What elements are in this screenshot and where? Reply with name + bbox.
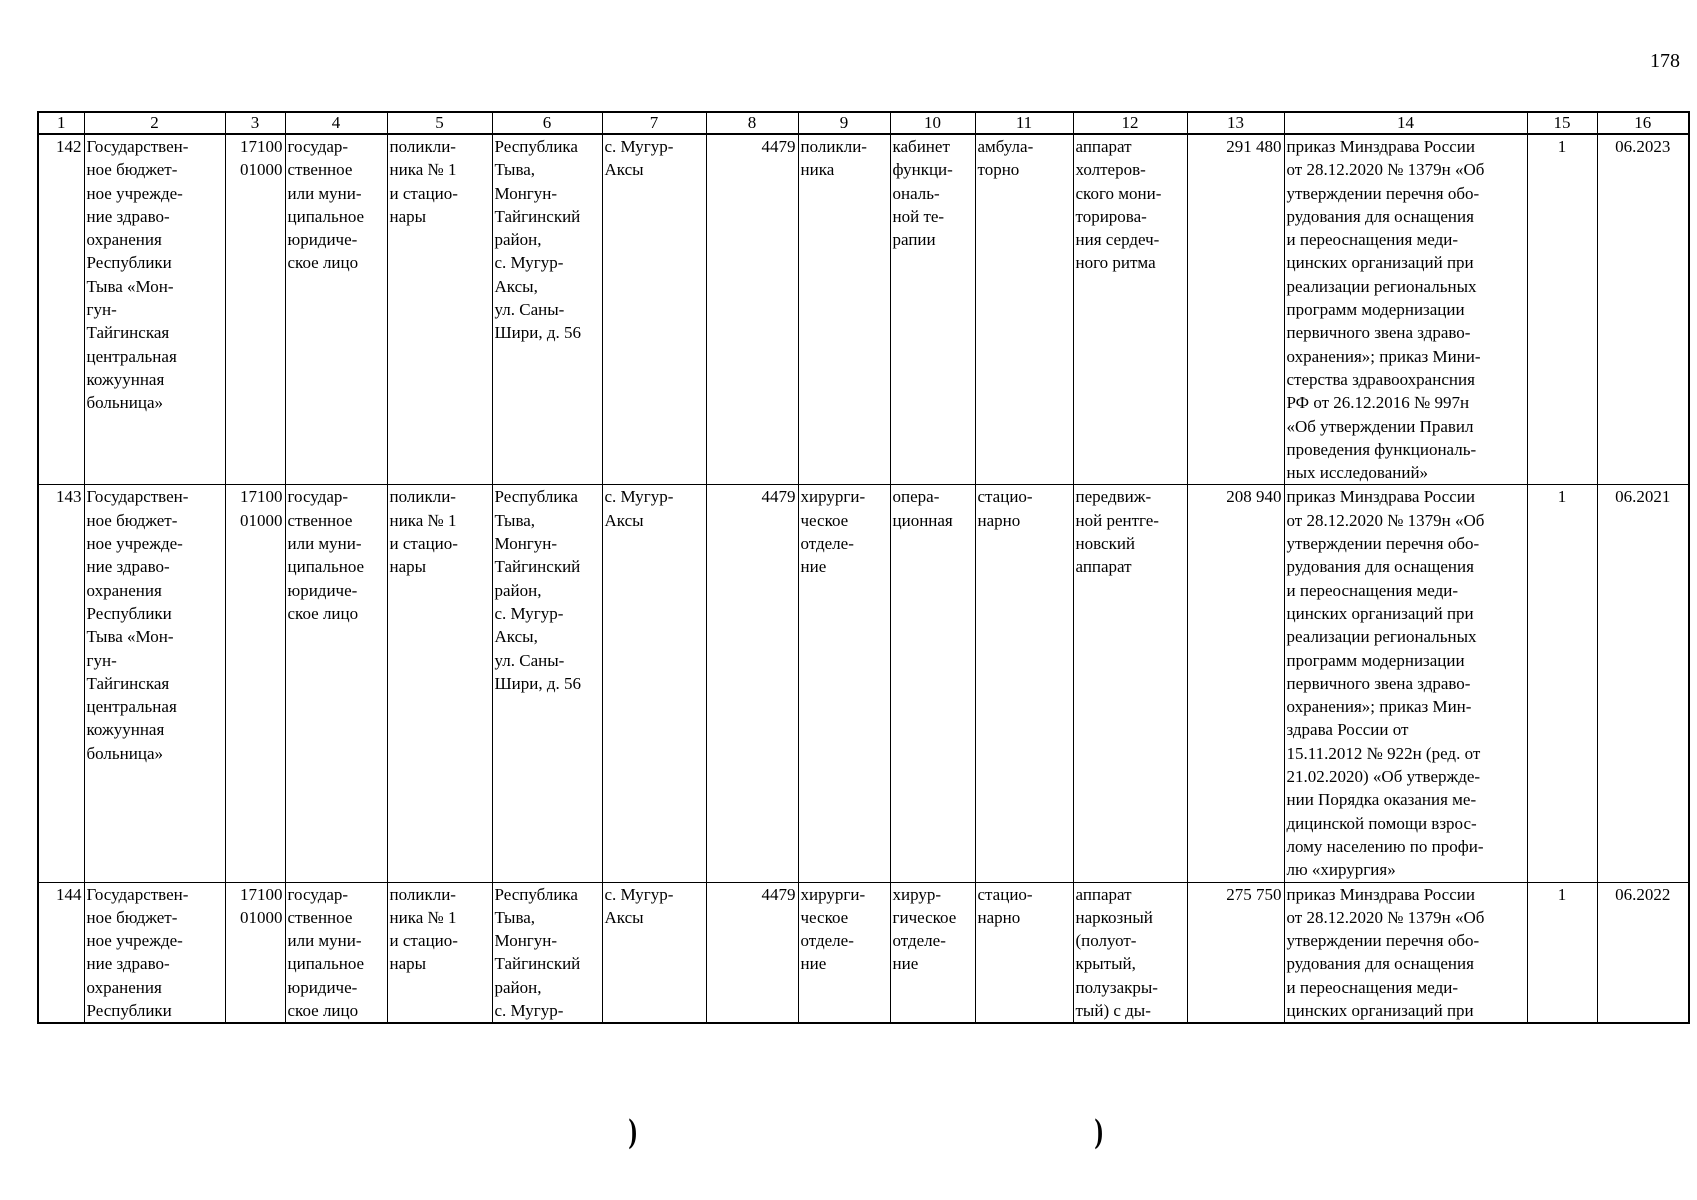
- legal-form: государ- ственное или муни- ципальное юридиче- ское лицо: [285, 485, 387, 882]
- header-cell: 5: [387, 112, 492, 134]
- header-cell: 9: [798, 112, 890, 134]
- organization-name: Государствен- ное бюджет- ное учрежде- ние здраво- охранения Республики Тыва «Мон- гун- Тайгинская центральная кожуунная больница»: [84, 485, 225, 882]
- address: Республика Тыва, Монгун- Тайгинский район, с. Мугур- Аксы, ул. Саны- Шири, д. 56: [492, 134, 602, 485]
- header-cell: 13: [1187, 112, 1284, 134]
- page-number: 178: [1650, 50, 1680, 72]
- header-cell: 14: [1284, 112, 1527, 134]
- table-row: [38, 485, 1689, 882]
- table-row: [38, 134, 1689, 485]
- header-cell: 16: [1597, 112, 1689, 134]
- address: Республика Тыва, Монгун- Тайгинский район, с. Мугур-: [492, 882, 602, 1023]
- room: хирур- гическое отделе- ние: [890, 882, 975, 1023]
- legal-basis: приказ Минздрава России от 28.12.2020 № 1379н «Об утверждении перечня обо- рудования для оснащения и переоснащения меди- цинских организаций при реализации региональных программ модернизации первичного звена здраво- охранения»; приказ Мини- стерства здравоохрансния РФ от 26.12.2016 № 997н «Об утверждении Правил проведения функциональ- ных исследований»: [1284, 134, 1527, 485]
- room: опера- ционная: [890, 485, 975, 882]
- settlement: с. Мугур- Аксы: [602, 134, 706, 485]
- quantity: 1: [1527, 485, 1597, 882]
- bottom-mark-right: ): [1094, 1113, 1104, 1153]
- equipment: передвиж- ной рентге- новский аппарат: [1073, 485, 1187, 882]
- header-cell: 6: [492, 112, 602, 134]
- row-number: 144: [38, 882, 84, 1023]
- department: хирурги- ческое отделе- ние: [798, 882, 890, 1023]
- header-cell: 2: [84, 112, 225, 134]
- header-cell: 10: [890, 112, 975, 134]
- cost: 291 480: [1187, 134, 1284, 485]
- subdivision: поликли- ника № 1 и стацио- нары: [387, 485, 492, 882]
- room: кабинет функци- ональ- ной те- рапии: [890, 134, 975, 485]
- organization-name: Государствен- ное бюджет- ное учрежде- ние здраво- охранения Республики: [84, 882, 225, 1023]
- subdivision: поликли- ника № 1 и стацио- нары: [387, 882, 492, 1023]
- date: 06.2021: [1597, 485, 1689, 882]
- row-number: 143: [38, 485, 84, 882]
- table-row: [38, 882, 1689, 1023]
- bottom-mark-left: ): [628, 1113, 638, 1153]
- equipment: аппарат наркозный (полуот- крытый, полузакры- тый) с ды-: [1073, 882, 1187, 1023]
- code-cell: 17100 01000: [225, 882, 285, 1023]
- department: хирурги- ческое отделе- ние: [798, 485, 890, 882]
- quantity: 1: [1527, 134, 1597, 485]
- subdivision: поликли- ника № 1 и стацио- нары: [387, 134, 492, 485]
- legal-basis: приказ Минздрава России от 28.12.2020 № 1379н «Об утверждении перечня обо- рудования для оснащения и переоснащения меди- цинских организаций при реализации региональных программ модернизации первичного звена здраво- охранения»; приказ Мин- здрава России от 15.11.2012 № 922н (ред. от 21.02.2020) «Об утвержде- нии Порядка оказания ме- дицинской помощи взрос- лому населению по профи- лю «хирургия»: [1284, 485, 1527, 882]
- settlement: с. Мугур- Аксы: [602, 882, 706, 1023]
- header-cell: 7: [602, 112, 706, 134]
- legal-form: государ- ственное или муни- ципальное юридиче- ское лицо: [285, 134, 387, 485]
- code-cell: 17100 01000: [225, 485, 285, 882]
- organization-name: Государствен- ное бюджет- ное учрежде- ние здраво- охранения Республики Тыва «Мон- гун- Тайгинская центральная кожуунная больница»: [84, 134, 225, 485]
- settlement: с. Мугур- Аксы: [602, 485, 706, 882]
- header-cell: 3: [225, 112, 285, 134]
- row-number: 142: [38, 134, 84, 485]
- header-cell: 11: [975, 112, 1073, 134]
- legal-form: государ- ственное или муни- ципальное юридиче- ское лицо: [285, 882, 387, 1023]
- header-cell: 4: [285, 112, 387, 134]
- code-cell: 17100 01000: [225, 134, 285, 485]
- date: 06.2022: [1597, 882, 1689, 1023]
- population: 4479: [706, 134, 798, 485]
- care-condition: стацио- нарно: [975, 882, 1073, 1023]
- quantity: 1: [1527, 882, 1597, 1023]
- population: 4479: [706, 485, 798, 882]
- department: поликли- ника: [798, 134, 890, 485]
- header-cell: 1: [38, 112, 84, 134]
- care-condition: амбула- торно: [975, 134, 1073, 485]
- address: Республика Тыва, Монгун- Тайгинский район, с. Мугур- Аксы, ул. Саны- Шири, д. 56: [492, 485, 602, 882]
- date: 06.2023: [1597, 134, 1689, 485]
- care-condition: стацио- нарно: [975, 485, 1073, 882]
- equipment: аппарат холтеров- ского мони- торирова- ния сердеч- ного ритма: [1073, 134, 1187, 485]
- header-cell: 12: [1073, 112, 1187, 134]
- population: 4479: [706, 882, 798, 1023]
- document-table: [37, 111, 1690, 1024]
- header-cell: 15: [1527, 112, 1597, 134]
- cost: 275 750: [1187, 882, 1284, 1023]
- cost: 208 940: [1187, 485, 1284, 882]
- header-row: [38, 112, 1689, 134]
- legal-basis: приказ Минздрава России от 28.12.2020 № 1379н «Об утверждении перечня обо- рудования для оснащения и переоснащения меди- цинских организаций при: [1284, 882, 1527, 1023]
- header-cell: 8: [706, 112, 798, 134]
